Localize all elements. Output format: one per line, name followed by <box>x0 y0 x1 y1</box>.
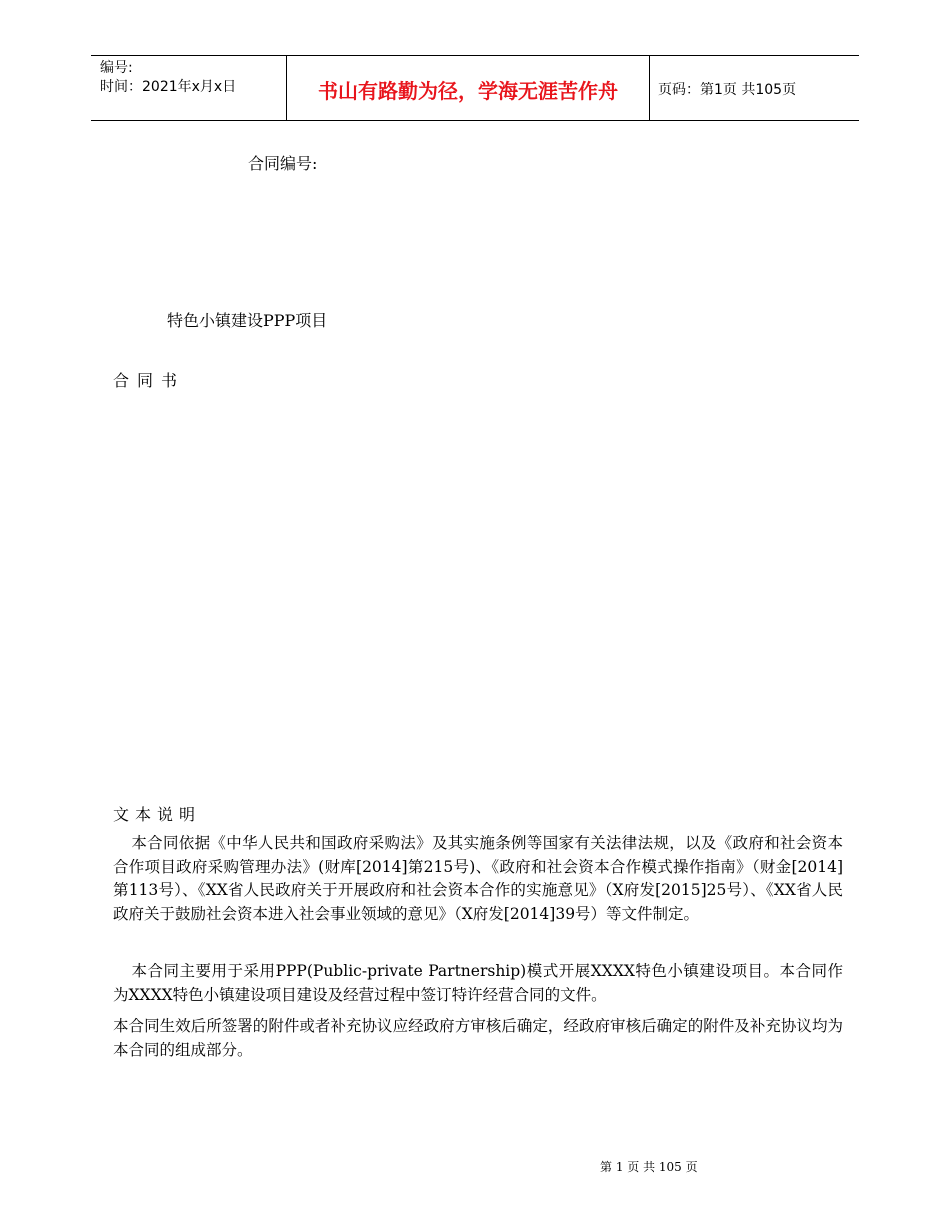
project-title: 特色小镇建设PPP项目 <box>167 311 328 330</box>
section-title: 文本说明 <box>113 805 202 824</box>
document-title: 合同书 <box>113 371 186 390</box>
paragraph-usage-text: 本合同主要用于采用PPP(Public-private Partnership)模式开展XXXX特色小镇建设项目。本合同作为XXXX特色小镇建设项目建设及经营过程中签订特许经营合同的文件。 <box>113 962 843 1004</box>
paragraph-annex: 本合同生效后所签署的附件或者补充协议应经政府方审核后确定，经政府审核后确定的附件及补充协议均为本合同的组成部分。 <box>113 1017 843 1059</box>
paragraph-legal-basis <box>113 832 843 926</box>
contract-number-label: 合同编号: <box>248 154 318 173</box>
header-meta <box>91 56 286 120</box>
header-page-info: 页码：第1页 共105页 <box>658 82 797 98</box>
paragraph-legal-basis-text: 本合同依据《中华人民共和国政府采购法》及其实施条例等国家有关法律法规，以及《政府和社会资本合作项目政府采购管理办法》(财库[2014]第215号)、《政府和社会资本合作模式操作指南》（财金[2014]第113号）、《XX省人民政府关于开展政府和社会资本合作的实施意见》（X府发[2015]25号）、《XX省人民政府关于鼓励社会资本进入社会事业领域的意见》（X府发[2014]39号）等文件制定。 <box>113 834 843 923</box>
header-motto: 书山有路勤为径，学海无涯苦作舟 <box>286 56 650 120</box>
page-header <box>91 55 859 121</box>
page-footer: 第 1 页 共 105 页 <box>600 1160 698 1174</box>
paragraph-usage <box>113 960 843 1007</box>
time-label: 时间：2021年x月x日 <box>100 79 237 95</box>
number-label: 编号: <box>100 60 133 76</box>
